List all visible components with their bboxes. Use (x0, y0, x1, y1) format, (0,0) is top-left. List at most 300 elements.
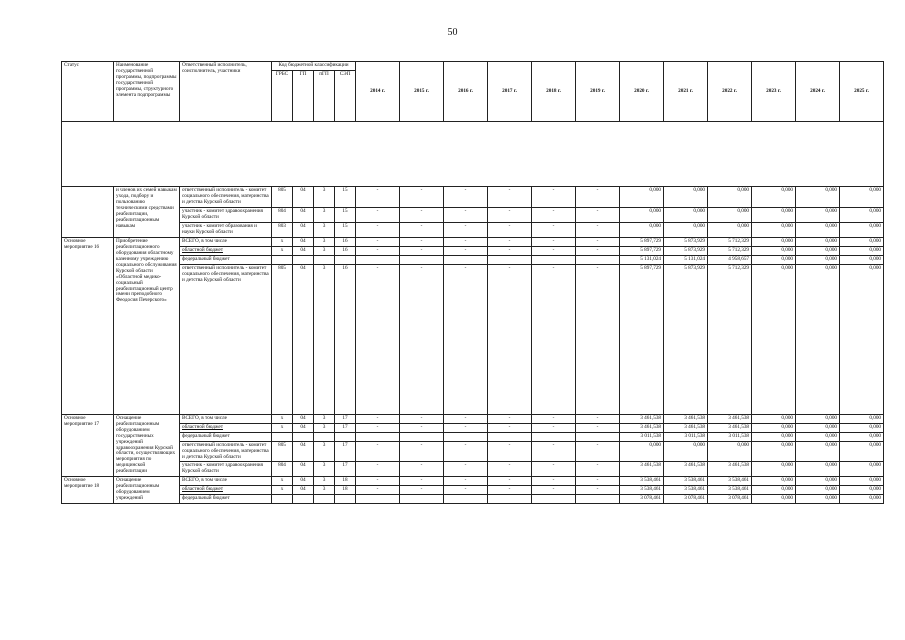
table-body (62, 121, 884, 503)
value-cell: 0,000 (840, 246, 884, 255)
value-cell: 0,000 (620, 186, 664, 207)
value-cell-empty-year (444, 432, 488, 441)
value-cell: 0,000 (664, 222, 708, 237)
header-code: ГП (293, 70, 314, 121)
value-cell-empty-year: - (576, 441, 620, 462)
value-cell-empty-year: - (356, 222, 400, 237)
value-cell: 0,000 (840, 414, 884, 423)
value-cell-empty-year: - (532, 414, 576, 423)
value-cell-empty-year: - (488, 264, 532, 414)
header-executor: Ответственный исполнитель, соисполнитель, участники (180, 62, 272, 122)
value-cell-empty-year (488, 255, 532, 264)
code-grbs-cell: х (272, 486, 293, 495)
value-cell-empty-year: - (400, 477, 444, 486)
table-row (62, 414, 884, 423)
code-gp-cell (293, 432, 314, 441)
value-cell-empty-year: - (444, 441, 488, 462)
value-cell: 3 538,461 (664, 486, 708, 495)
value-cell: 5 131,024 (620, 255, 664, 264)
value-cell: 0,000 (796, 477, 840, 486)
value-cell: 3 461,538 (708, 462, 752, 477)
value-cell-empty-year: - (356, 414, 400, 423)
code-grbs-cell: 805 (272, 186, 293, 207)
value-cell-empty-year: - (488, 486, 532, 495)
table-row (62, 237, 884, 246)
value-cell: 5 897,729 (620, 264, 664, 414)
value-cell-empty-year (532, 495, 576, 504)
header-status: Статус (62, 62, 114, 122)
header-year: 2018 г. (532, 62, 576, 122)
status-cell: Основное мероприятие 17 (62, 414, 114, 477)
value-cell: 0,000 (752, 477, 796, 486)
value-cell-empty-year: - (400, 441, 444, 462)
executor-cell: ответственный исполнитель - комитет социального обеспечения, материнства и детства Курской области (180, 441, 272, 462)
value-cell: 0,000 (752, 423, 796, 432)
spacer-row (62, 121, 884, 186)
code-grbs-cell: 804 (272, 462, 293, 477)
value-cell-empty-year: - (488, 186, 532, 207)
code-gp-cell: 04 (293, 237, 314, 246)
value-cell: 3 461,538 (620, 423, 664, 432)
header-year: 2025 г. (840, 62, 884, 122)
table-row (62, 264, 884, 414)
value-cell: 3 461,538 (620, 414, 664, 423)
value-cell-empty-year: - (400, 237, 444, 246)
value-cell-empty-year: - (488, 462, 532, 477)
program-name-cell: Оснащение реабилитационным оборудованием государственных учреждений здравоохранения Курской области, осуществляющих мероприятия по медицинской реабилитации (114, 414, 180, 477)
code-grbs-cell: 805 (272, 441, 293, 462)
value-cell: 0,000 (752, 441, 796, 462)
value-cell-empty-year: - (532, 237, 576, 246)
code-pgp-cell: 3 (314, 414, 335, 423)
value-cell: 0,000 (620, 441, 664, 462)
table-row (62, 477, 884, 486)
value-cell: 3 461,538 (708, 414, 752, 423)
code-sep-cell: 16 (335, 264, 356, 414)
code-pgp-cell: 3 (314, 441, 335, 462)
value-cell-empty-year: - (532, 222, 576, 237)
value-cell: 0,000 (752, 414, 796, 423)
code-sep-cell: 16 (335, 237, 356, 246)
header-code-group: Код бюджетной классификации (272, 62, 356, 71)
value-cell-empty-year: - (532, 462, 576, 477)
value-cell-empty-year: - (532, 246, 576, 255)
header-code: пГП (314, 70, 335, 121)
value-cell-empty-year: - (400, 423, 444, 432)
header-year: 2019 г. (576, 62, 620, 122)
value-cell-empty-year: - (444, 264, 488, 414)
executor-cell: ответственный исполнитель - комитет социального обеспечения, материнства и детства Курской области (180, 186, 272, 207)
code-gp-cell (293, 255, 314, 264)
value-cell-empty-year: - (532, 441, 576, 462)
value-cell: 0,000 (840, 264, 884, 414)
code-sep-cell: 15 (335, 207, 356, 222)
value-cell: 0,000 (796, 207, 840, 222)
value-cell: 3 461,538 (708, 423, 752, 432)
value-cell-empty-year: - (532, 477, 576, 486)
executor-cell: областной бюджет (180, 423, 272, 432)
program-name-cell: Оснащение реабилитационным оборудованием учреждений (114, 477, 180, 504)
value-cell: 3 538,461 (708, 477, 752, 486)
header-year: 2023 г. (752, 62, 796, 122)
table-row (62, 207, 884, 222)
table-header (62, 62, 884, 122)
code-gp-cell: 04 (293, 222, 314, 237)
value-cell-empty-year: - (576, 264, 620, 414)
value-cell-empty-year (576, 432, 620, 441)
table-row (62, 186, 884, 207)
page-number: 50 (447, 27, 458, 38)
code-grbs-cell (272, 432, 293, 441)
value-cell-empty-year: - (400, 186, 444, 207)
code-sep-cell: 17 (335, 462, 356, 477)
value-cell: 0,000 (840, 486, 884, 495)
value-cell-empty-year: - (400, 246, 444, 255)
value-cell-empty-year (532, 255, 576, 264)
status-cell (62, 186, 114, 237)
value-cell-empty-year: - (488, 207, 532, 222)
code-grbs-cell: х (272, 423, 293, 432)
value-cell-empty-year: - (400, 414, 444, 423)
value-cell: 3 538,461 (620, 486, 664, 495)
value-cell-empty-year (576, 255, 620, 264)
value-cell: 0,000 (796, 486, 840, 495)
status-cell: Основное мероприятие 18 (62, 477, 114, 504)
value-cell: 0,000 (796, 432, 840, 441)
value-cell-empty-year: - (356, 462, 400, 477)
value-cell: 3 011,538 (708, 432, 752, 441)
code-grbs-cell: 804 (272, 207, 293, 222)
executor-cell: ВСЕГО, в том числе (180, 477, 272, 486)
code-pgp-cell: 3 (314, 423, 335, 432)
value-cell-empty-year: - (576, 462, 620, 477)
table-row (62, 462, 884, 477)
value-cell-empty-year: - (356, 264, 400, 414)
code-gp-cell: 04 (293, 246, 314, 255)
value-cell-empty-year: - (400, 462, 444, 477)
code-gp-cell: 04 (293, 207, 314, 222)
value-cell-empty-year: - (444, 186, 488, 207)
status-cell: Основное мероприятие 16 (62, 237, 114, 414)
value-cell-empty-year: - (576, 222, 620, 237)
value-cell: 0,000 (840, 186, 884, 207)
value-cell-empty-year: - (532, 423, 576, 432)
value-cell-empty-year: - (488, 441, 532, 462)
header-year: 2022 г. (708, 62, 752, 122)
code-gp-cell: 04 (293, 423, 314, 432)
value-cell-empty-year (488, 432, 532, 441)
code-gp-cell: 04 (293, 441, 314, 462)
value-cell: 0,000 (840, 423, 884, 432)
value-cell: 0,000 (752, 495, 796, 504)
header-year: 2024 г. (796, 62, 840, 122)
value-cell: 0,000 (840, 255, 884, 264)
value-cell: 5 712,329 (708, 237, 752, 246)
code-grbs-cell: 805 (272, 264, 293, 414)
value-cell-empty-year: - (356, 186, 400, 207)
value-cell-empty-year: - (488, 246, 532, 255)
code-pgp-cell (314, 495, 335, 504)
executor-cell: ВСЕГО, в том числе (180, 414, 272, 423)
code-gp-cell: 04 (293, 462, 314, 477)
value-cell-empty-year (356, 255, 400, 264)
value-cell: 3 078,461 (620, 495, 664, 504)
code-pgp-cell: 3 (314, 222, 335, 237)
code-gp-cell: 04 (293, 414, 314, 423)
code-gp-cell (293, 495, 314, 504)
executor-cell: участник - комитет здравоохранения Курской области (180, 207, 272, 222)
value-cell-empty-year: - (444, 477, 488, 486)
value-cell: 0,000 (708, 222, 752, 237)
executor-cell: участник - комитет образования и науки Курской области (180, 222, 272, 237)
value-cell: 3 078,461 (664, 495, 708, 504)
value-cell-empty-year (400, 432, 444, 441)
value-cell: 0,000 (840, 432, 884, 441)
value-cell: 5 873,929 (664, 246, 708, 255)
code-grbs-cell: х (272, 477, 293, 486)
value-cell: 3 538,461 (664, 477, 708, 486)
value-cell: 0,000 (796, 186, 840, 207)
value-cell-empty-year: - (444, 222, 488, 237)
value-cell-empty-year: - (400, 222, 444, 237)
value-cell-empty-year: - (400, 207, 444, 222)
spacer-cell (62, 121, 884, 186)
program-name-cell: и членов их семей навыкам ухода, подбору и пользованию техническими средствами реабилитации, реабилитационным навыкам (114, 186, 180, 237)
value-cell: 3 538,461 (620, 477, 664, 486)
code-pgp-cell: 3 (314, 264, 335, 414)
value-cell-empty-year: - (576, 207, 620, 222)
value-cell: 0,000 (620, 222, 664, 237)
executor-cell: областной бюджет (180, 486, 272, 495)
value-cell-empty-year (488, 495, 532, 504)
value-cell: 0,000 (708, 186, 752, 207)
header-year: 2021 г. (664, 62, 708, 122)
value-cell-empty-year: - (488, 222, 532, 237)
value-cell: 0,000 (752, 207, 796, 222)
executor-cell: федеральный бюджет (180, 495, 272, 504)
value-cell: 0,000 (796, 246, 840, 255)
value-cell-empty-year: - (532, 264, 576, 414)
value-cell: 0,000 (664, 441, 708, 462)
value-cell: 0,000 (840, 495, 884, 504)
value-cell-empty-year (400, 255, 444, 264)
value-cell-empty-year: - (356, 441, 400, 462)
value-cell-empty-year: - (444, 462, 488, 477)
executor-cell: ВСЕГО, в том числе (180, 237, 272, 246)
value-cell: 0,000 (796, 264, 840, 414)
value-cell: 0,000 (752, 486, 796, 495)
value-cell: 0,000 (664, 207, 708, 222)
value-cell: 0,000 (796, 414, 840, 423)
executor-cell: участник - комитет здравоохранения Курской области (180, 462, 272, 477)
value-cell-empty-year: - (444, 207, 488, 222)
header-year: 2016 г. (444, 62, 488, 122)
value-cell: 0,000 (840, 462, 884, 477)
value-cell: 0,000 (796, 495, 840, 504)
code-pgp-cell: 3 (314, 477, 335, 486)
value-cell: 4 958,657 (708, 255, 752, 264)
value-cell: 0,000 (840, 477, 884, 486)
code-sep-cell: 17 (335, 441, 356, 462)
code-gp-cell: 04 (293, 477, 314, 486)
code-gp-cell: 04 (293, 486, 314, 495)
code-sep-cell (335, 495, 356, 504)
value-cell: 3 461,538 (664, 423, 708, 432)
value-cell: 3 078,461 (708, 495, 752, 504)
code-sep-cell (335, 432, 356, 441)
value-cell: 0,000 (840, 207, 884, 222)
value-cell: 0,000 (840, 441, 884, 462)
code-grbs-cell (272, 495, 293, 504)
value-cell: 0,000 (840, 237, 884, 246)
value-cell: 0,000 (796, 222, 840, 237)
code-grbs-cell (272, 255, 293, 264)
value-cell-empty-year (444, 495, 488, 504)
value-cell: 0,000 (708, 441, 752, 462)
code-sep-cell: 15 (335, 186, 356, 207)
table-row (62, 246, 884, 255)
value-cell-empty-year: - (488, 237, 532, 246)
value-cell: 3 538,461 (708, 486, 752, 495)
value-cell: 0,000 (708, 207, 752, 222)
value-cell: 0,000 (796, 255, 840, 264)
value-cell-empty-year: - (444, 423, 488, 432)
table-row (62, 255, 884, 264)
value-cell: 5 712,329 (708, 246, 752, 255)
value-cell-empty-year: - (576, 486, 620, 495)
code-gp-cell: 04 (293, 186, 314, 207)
code-sep-cell: 18 (335, 477, 356, 486)
code-pgp-cell: 3 (314, 462, 335, 477)
value-cell: 5 897,729 (620, 246, 664, 255)
header-code: ГРБС (272, 70, 293, 121)
code-pgp-cell (314, 432, 335, 441)
value-cell-empty-year: - (444, 246, 488, 255)
value-cell: 0,000 (796, 423, 840, 432)
table-row (62, 423, 884, 432)
budget-table (61, 61, 884, 504)
value-cell-empty-year: - (532, 486, 576, 495)
value-cell: 0,000 (752, 222, 796, 237)
table-row (62, 432, 884, 441)
value-cell: 0,000 (620, 207, 664, 222)
code-grbs-cell: х (272, 246, 293, 255)
code-pgp-cell: 3 (314, 486, 335, 495)
value-cell: 0,000 (752, 186, 796, 207)
value-cell: 0,000 (752, 264, 796, 414)
code-sep-cell: 17 (335, 423, 356, 432)
value-cell-empty-year: - (400, 264, 444, 414)
code-sep-cell: 15 (335, 222, 356, 237)
value-cell: 0,000 (664, 186, 708, 207)
value-cell-empty-year: - (356, 237, 400, 246)
value-cell: 5 131,024 (664, 255, 708, 264)
value-cell-empty-year: - (576, 477, 620, 486)
header-year: 2014 г. (356, 62, 400, 122)
executor-cell: областной бюджет (180, 246, 272, 255)
code-pgp-cell: 3 (314, 237, 335, 246)
value-cell: 0,000 (796, 237, 840, 246)
value-cell: 0,000 (752, 432, 796, 441)
code-sep-cell: 18 (335, 486, 356, 495)
executor-cell: федеральный бюджет (180, 432, 272, 441)
executor-cell: федеральный бюджет (180, 255, 272, 264)
code-gp-cell: 04 (293, 264, 314, 414)
code-sep-cell (335, 255, 356, 264)
value-cell: 0,000 (752, 462, 796, 477)
value-cell: 5 873,929 (664, 237, 708, 246)
value-cell-empty-year: - (356, 486, 400, 495)
value-cell-empty-year: - (576, 237, 620, 246)
value-cell-empty-year: - (576, 186, 620, 207)
table-row (62, 495, 884, 504)
value-cell-empty-year: - (444, 486, 488, 495)
value-cell: 0,000 (840, 222, 884, 237)
value-cell: 3 461,538 (664, 414, 708, 423)
executor-cell: ответственный исполнитель - комитет социального обеспечения, материнства и детства Курской области (180, 264, 272, 414)
header-code: СЭП (335, 70, 356, 121)
value-cell-empty-year (532, 432, 576, 441)
value-cell: 0,000 (752, 237, 796, 246)
code-pgp-cell: 3 (314, 207, 335, 222)
header-year: 2017 г. (488, 62, 532, 122)
value-cell-empty-year: - (576, 423, 620, 432)
value-cell: 0,000 (796, 441, 840, 462)
value-cell-empty-year: - (488, 423, 532, 432)
table-row (62, 441, 884, 462)
value-cell-empty-year: - (532, 207, 576, 222)
value-cell-empty-year: - (488, 477, 532, 486)
value-cell-empty-year: - (356, 207, 400, 222)
table-row (62, 222, 884, 237)
code-pgp-cell: 3 (314, 186, 335, 207)
code-grbs-cell: х (272, 237, 293, 246)
value-cell-empty-year: - (356, 477, 400, 486)
value-cell-empty-year (400, 495, 444, 504)
code-sep-cell: 17 (335, 414, 356, 423)
value-cell-empty-year: - (488, 414, 532, 423)
value-cell-empty-year: - (532, 186, 576, 207)
value-cell: 3 461,538 (620, 462, 664, 477)
value-cell: 5 873,929 (664, 264, 708, 414)
value-cell-empty-year: - (444, 237, 488, 246)
program-name-cell: Приобретение реабилитационного оборудования областному казенному учреждению социального обслуживания Курской области «Областной медико-социальный реабилитационный центр имени преподобного Феодосия Печерского» (114, 237, 180, 414)
value-cell: 0,000 (752, 246, 796, 255)
value-cell-empty-year: - (444, 414, 488, 423)
value-cell: 3 011,538 (664, 432, 708, 441)
value-cell-empty-year: - (576, 414, 620, 423)
value-cell-empty-year: - (576, 246, 620, 255)
value-cell-empty-year (356, 495, 400, 504)
value-cell-empty-year (576, 495, 620, 504)
value-cell-empty-year (356, 432, 400, 441)
code-pgp-cell (314, 255, 335, 264)
value-cell-empty-year (444, 255, 488, 264)
value-cell: 5 712,329 (708, 264, 752, 414)
code-pgp-cell: 3 (314, 246, 335, 255)
value-cell-empty-year: - (356, 423, 400, 432)
value-cell: 5 897,729 (620, 237, 664, 246)
value-cell-empty-year: - (356, 246, 400, 255)
value-cell: 3 011,538 (620, 432, 664, 441)
value-cell: 0,000 (752, 255, 796, 264)
header-year: 2020 г. (620, 62, 664, 122)
header-name: Наименование государственной программы, подпрограммы государственной программы, структурного элемента подпрограммы (114, 62, 180, 122)
code-sep-cell: 16 (335, 246, 356, 255)
code-grbs-cell: х (272, 414, 293, 423)
header-year: 2015 г. (400, 62, 444, 122)
code-grbs-cell: 803 (272, 222, 293, 237)
